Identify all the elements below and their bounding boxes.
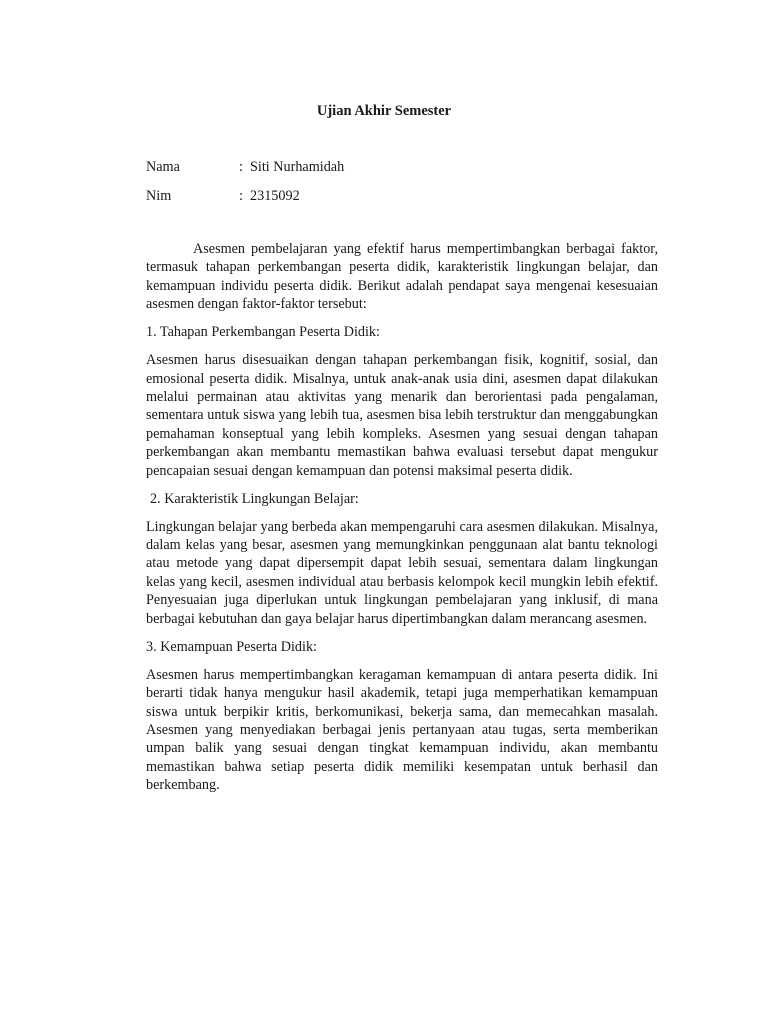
nim-separator: : [239,188,243,204]
section-heading-3: 3. Kemampuan Peserta Didik: [146,638,317,655]
document-body [146,240,658,804]
page-title: Ujian Akhir Semester [316,103,452,119]
name-row [146,158,626,178]
section-paragraph-1: Asesmen harus disesuaikan dengan tahapan perkembangan fisik, kognitif, sosial, dan emosional peserta didik. Misalnya, untuk anak-anak usia dini, asesmen dapat dilakukan melalui permainan atau aktivitas yang menarik dan berorientasi pada pengalaman, sementara untuk siswa yang lebih tua, asesmen bisa lebih terstruktur dan menggabungkan pemahaman konseptual yang lebih kompleks. Asesmen yang sesuai dengan tahapan perkembangan akan membantu memastikan bahwa evaluasi tersebut dapat mengukur pencapaian sesuai dengan kemampuan dan potensi maksimal peserta didik. [146,352,658,479]
nim-value: 2315092 [250,188,300,204]
section-paragraph-2: Lingkungan belajar yang berbeda akan mempengaruhi cara asesmen dilakukan. Misalnya, dalam kelas yang besar, asesmen yang memungkinkan penggunaan alat bantu teknologi atau metode yang dapat dipersempit dapat lebih sesuai, sementara dalam lingkungan kelas yang kecil, asesmen individual atau berbasis kelompok kecil mungkin lebih efektif. Penyesuaian juga diperlukan untuk lingkungan pembelajaran yang inklusif, di mana berbagai kebutuhan dan gaya belajar harus dipertimbangkan dalam merancang asesmen. [146,518,658,627]
section-heading-1: 1. Tahapan Perkembangan Peserta Didik: [146,324,380,341]
intro-paragraph: Asesmen pembelajaran yang efektif harus mempertimbangkan berbagai faktor, termasuk tahapan perkembangan peserta didik, karakteristik lingkungan belajar, dan kemampuan individu peserta didik. Berikut adalah pendapat saya mengenai kesesuaian asesmen dengan faktor-faktor tersebut: [146,241,658,313]
name-value: Siti Nurhamidah [250,159,345,175]
section-heading-2: 2. Karakteristik Lingkungan Belajar: [150,490,359,507]
nim-label: Nim [146,188,172,204]
section-paragraph-3: Asesmen harus mempertimbangkan keragaman kemampuan di antara peserta didik. Ini berarti tidak hanya mengukur hasil akademik, tetapi juga memperhatikan kemampuan siswa untuk berpikir kritis, berkomunikasi, bekerja sama, dan memecahkan masalah. Asesmen yang menyediakan berbagai jenis pertanyaan atau tugas, serta memberikan umpan balik yang sesuai dengan tingkat kemampuan individu, akan membantu memastikan bahwa setiap peserta didik memiliki kesempatan untuk berhasil dan berkembang. [146,666,658,794]
nim-row [146,187,626,207]
name-separator: : [239,159,243,175]
name-label: Nama [146,159,180,175]
